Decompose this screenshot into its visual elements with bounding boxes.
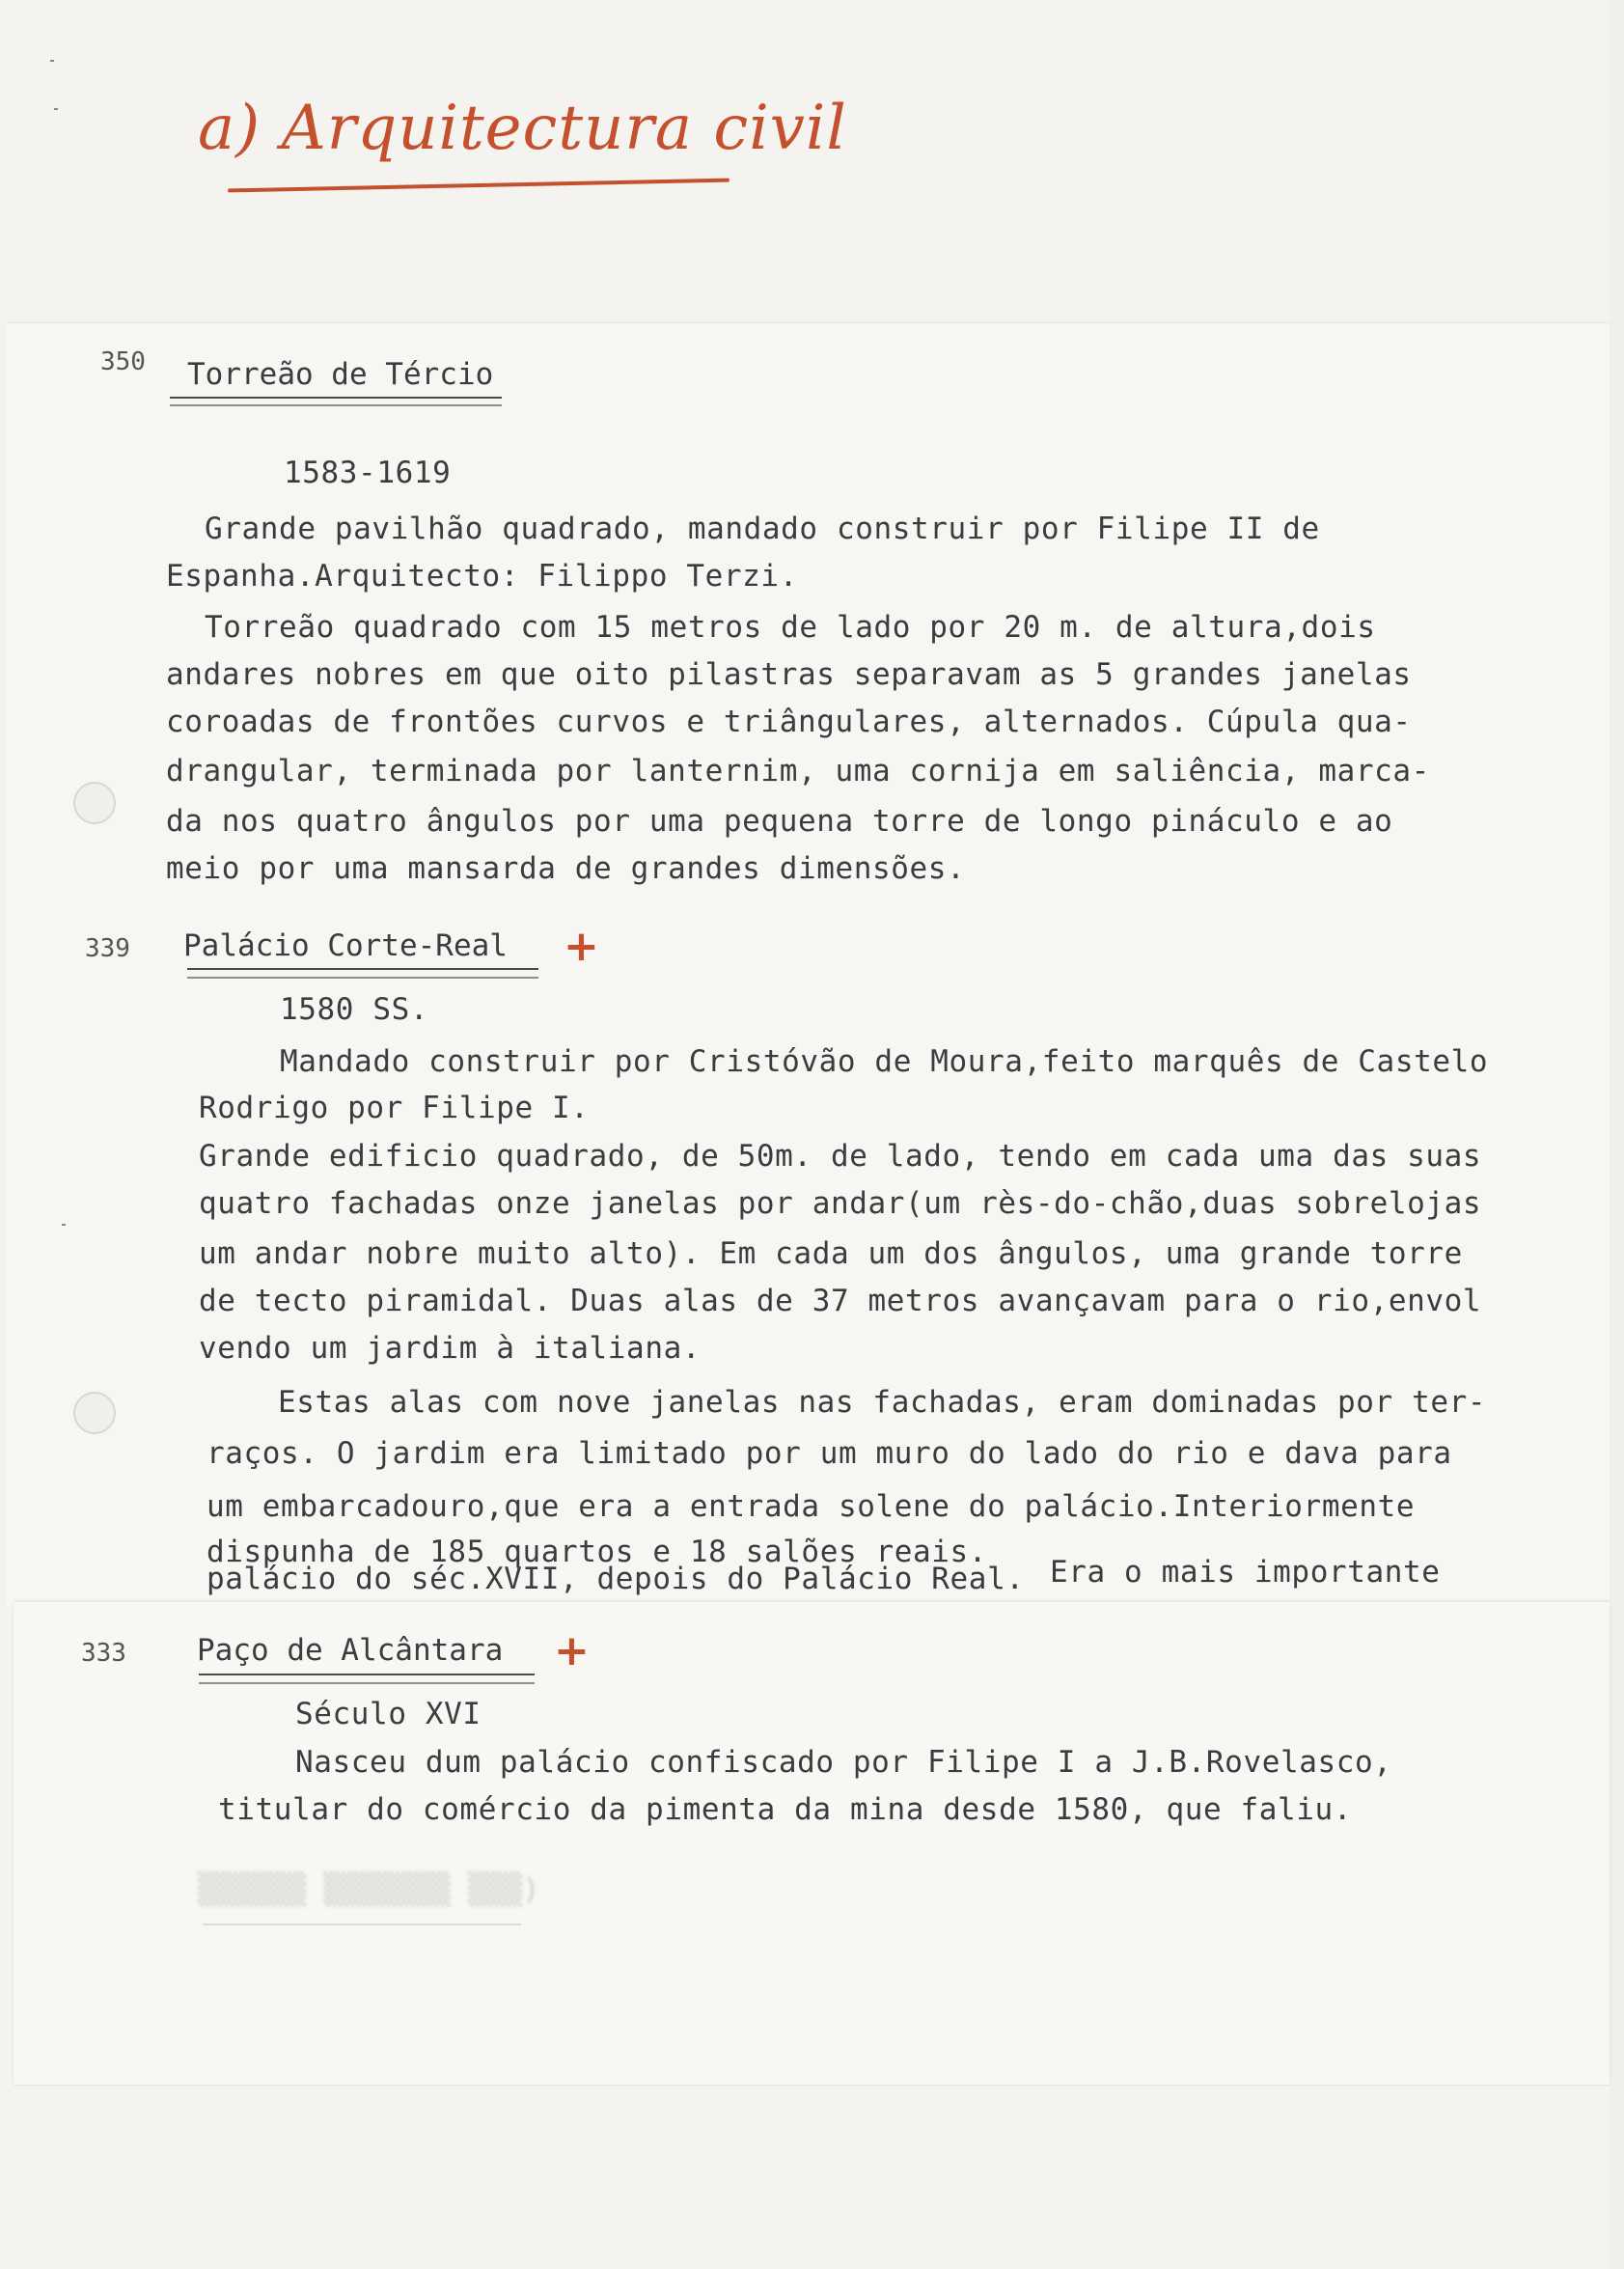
heading-underline [187,977,538,979]
entry-number: 333 [81,1639,126,1668]
heading-underline [170,397,502,399]
text-line: Espanha.Arquitecto: Filippo Terzi. [166,559,798,594]
speck [50,60,54,62]
text-line: um andar nobre muito alto). Em cada um dos ângulos, uma grande torre [199,1236,1463,1271]
text-line: da nos quatro ângulos por uma pequena torre de longo pináculo e ao [166,804,1393,839]
heading-underline [187,968,538,970]
text-line: Era o mais importante [1050,1555,1441,1590]
entry-date: 1583-1619 [284,456,452,490]
text-line: vendo um jardim à italiana. [199,1331,702,1366]
entry-date: Século XVI [295,1697,482,1731]
punch-hole-bottom [73,1392,116,1434]
text-line: um embarcadouro,que era a entrada solene do palácio.Interiormente [206,1489,1416,1524]
heading-underline [170,404,502,406]
entry-heading: Palácio Corte-Real [183,928,508,963]
text-line: raços. O jardim era limitado por um muro do lado do rio e dava para [206,1436,1452,1471]
text-line: dispunha de 185 quartos e 18 salões reais. [206,1535,988,1569]
text-line: palácio do séc.XVII, depois do Palácio Real. [206,1562,1025,1596]
text-line: titular do comércio da pimenta da mina desde 1580, que faliu. [218,1792,1353,1827]
text-line: Nasceu dum palácio confiscado por Filipe I a J.B.Rovelasco, [295,1745,1392,1780]
faded-underline [203,1923,521,1925]
text-line: andares nobres em que oito pilastras separavam as 5 grandes janelas [166,657,1412,692]
heading-underline [199,1674,535,1675]
text-line: meio por uma mansarda de grandes dimensões. [166,851,966,886]
entry-number: 350 [100,347,146,376]
text-line: drangular, terminada por lanternim, uma cornija em saliência, marca- [166,754,1430,789]
page-title: a) Arquitectura civil [198,93,847,164]
heading-underline [199,1682,535,1684]
faded-text-remnant: ▒▒▒▒▒▒ ▒▒▒▒▒▒▒ ▒▒▒) [198,1872,540,1907]
entry-heading: Torreão de Tércio [187,357,494,392]
cross-mark: + [564,922,599,971]
text-line: coroadas de frontões curvos e triângulares, alternados. Cúpula qua- [166,705,1412,739]
text-line: Grande edificio quadrado, de 50m. de lado, tendo em cada uma das suas [199,1139,1482,1174]
text-line: de tecto piramidal. Duas alas de 37 metros avançavam para o rio,envol [199,1284,1482,1318]
text-line: Torreão quadrado com 15 metros de lado por 20 m. de altura,dois [205,610,1376,645]
text-line: Rodrigo por Filipe I. [199,1091,590,1125]
entry-date: 1580 SS. [280,992,429,1027]
entry-heading: Paço de Alcântara [197,1633,504,1668]
cross-mark: + [554,1626,590,1675]
text-line: quatro fachadas onze janelas por andar(um rès-do-chão,duas sobrelojas [199,1186,1482,1221]
punch-hole-top [73,782,116,824]
text-line: Estas alas com nove janelas nas fachadas, eram dominadas por ter- [278,1385,1487,1420]
text-line: Grande pavilhão quadrado, mandado construir por Filipe II de [205,512,1320,546]
speck [54,108,58,110]
speck [62,1224,66,1226]
entry-number: 339 [85,934,130,963]
text-line: Mandado construir por Cristóvão de Moura,feito marquês de Castelo [280,1044,1489,1079]
